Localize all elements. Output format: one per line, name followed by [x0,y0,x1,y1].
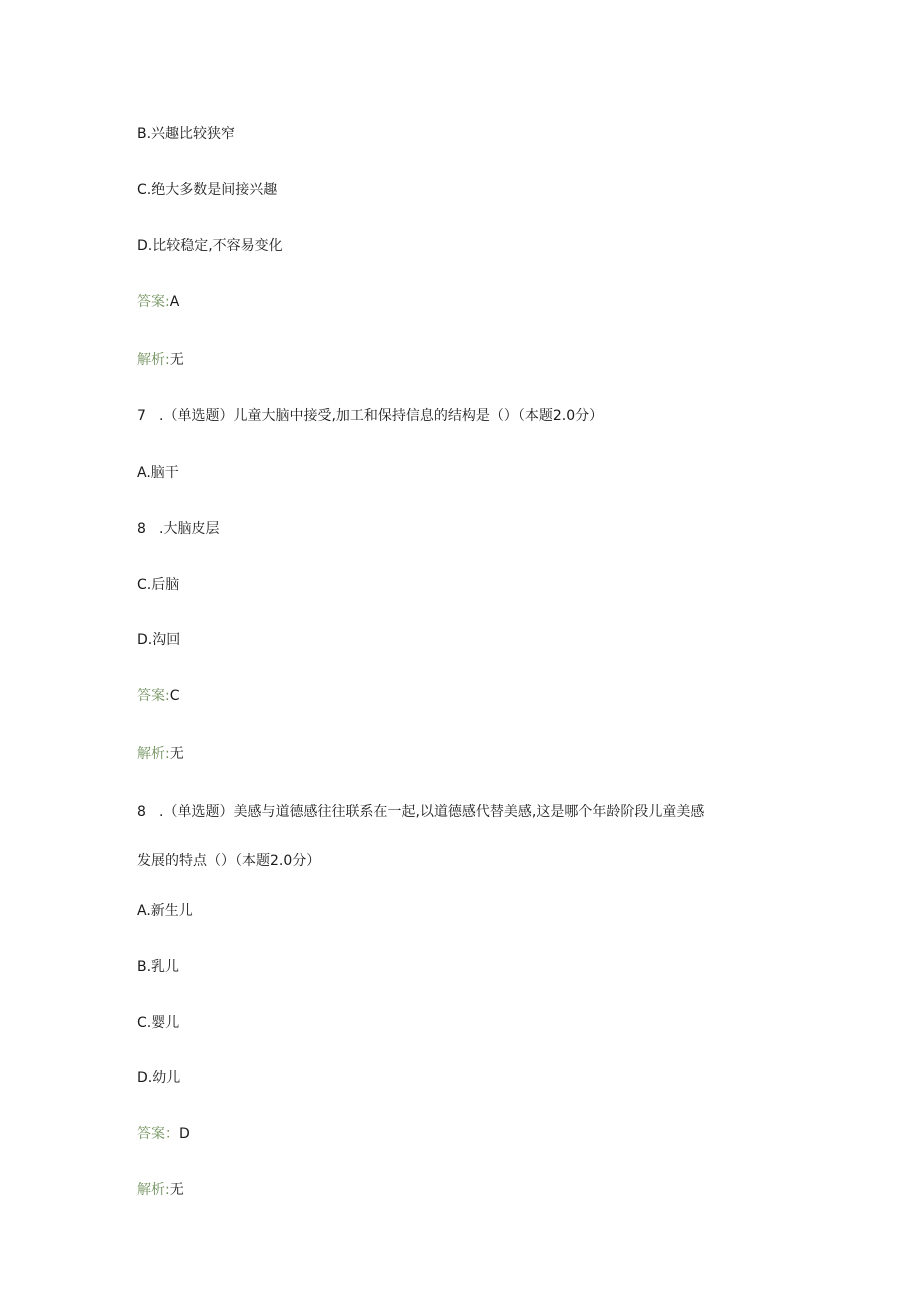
q6-answer [137,292,179,312]
answer-label: 答案： [137,1126,179,1142]
q8-analysis [137,1180,184,1200]
q8-option-d: D.幼儿 [137,1070,181,1086]
answer-value: C [169,688,180,704]
analysis-label: 解析: [137,746,170,762]
q7-answer [137,686,180,706]
question-text: .（单选题）美感与道德感往往联系在一起,以道德感代替美感,这是哪个年龄阶段儿童美感 [159,804,705,820]
answer-value: A [169,294,180,310]
q8-option-b: B.乳儿 [137,959,180,975]
q6-option-c: C.绝大多数是间接兴趣 [137,182,278,198]
analysis-value: 无 [169,746,184,762]
answer-value: D [179,1126,190,1142]
q7-option-a: A.脑干 [137,465,179,481]
q7-option-b [137,519,219,539]
q8-option-c: C.婴儿 [137,1015,180,1031]
q7-option-d: D.沟回 [137,632,181,648]
analysis-value: 无 [169,352,184,368]
question-number: 8 [137,804,146,820]
option-number: 8 [137,521,146,537]
q8-stem-line1 [137,802,704,822]
question-text: .（单选题）儿童大脑中接受,加工和保持信息的结构是（）（本题2.0分） [159,408,604,424]
analysis-value: 无 [169,1182,184,1198]
question-number: 7 [137,408,146,424]
q8-stem-line2: 发展的特点（）（本题2.0分） [137,853,321,869]
q6-option-d: D.比较稳定,不容易变化 [137,238,283,254]
q7-stem [137,406,603,426]
q8-option-a: A.新生儿 [137,903,193,919]
answer-label: 答案: [137,294,170,310]
analysis-label: 解析: [137,352,170,368]
answer-label: 答案: [137,688,170,704]
analysis-label: 解析: [137,1182,170,1198]
q7-analysis [137,744,184,764]
q7-option-c: C.后脑 [137,577,180,593]
q6-option-b: B.兴趣比较狭窄 [137,126,236,142]
q8-answer [137,1124,190,1144]
option-text: .大脑皮层 [159,521,220,537]
q6-analysis [137,350,184,370]
